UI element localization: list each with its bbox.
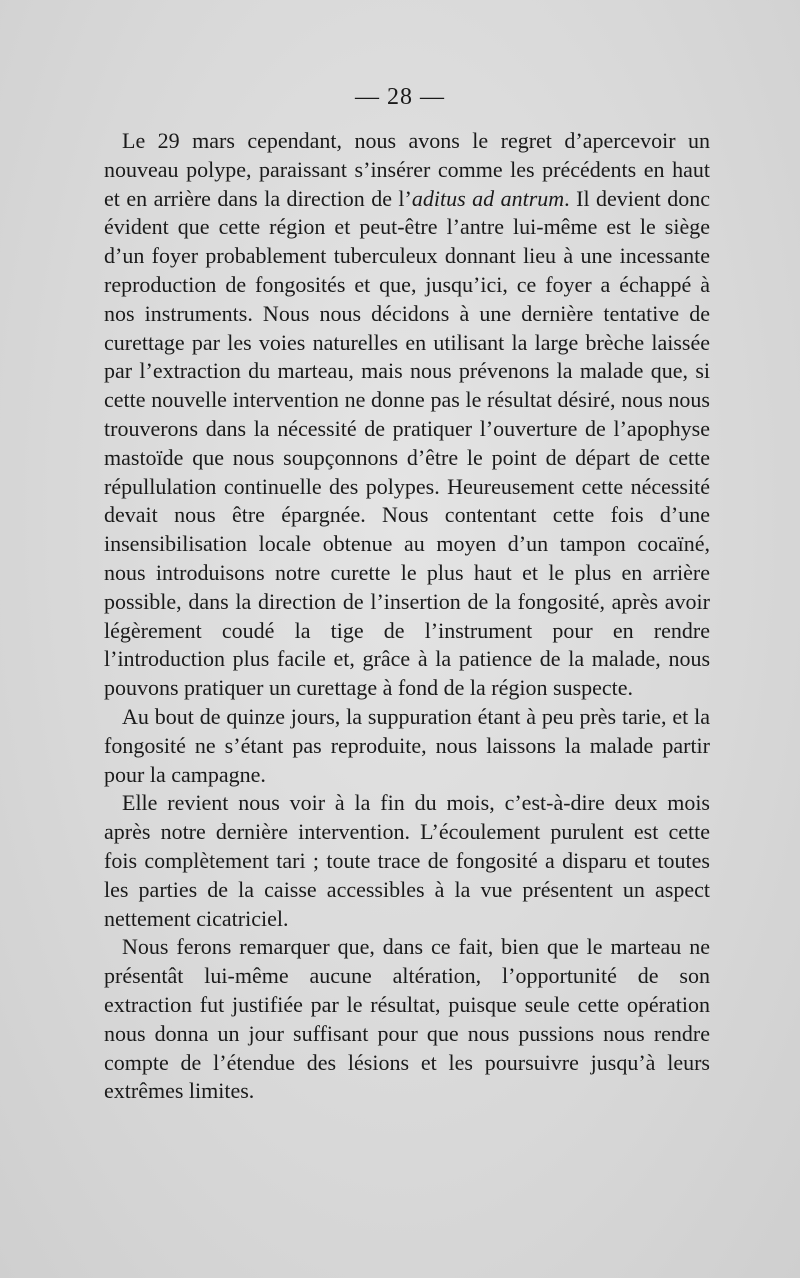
paragraph-1 bbox=[104, 127, 710, 703]
page-number: — 28 — bbox=[355, 84, 445, 110]
paragraph-3: Elle revient nous voir à la fin du mois, c’est-à-dire deux mois après notre dernière intervention. L’écoulement purulent est cette fois complètement tari ; toute trace de fongosité a disparu et toutes les parties de la caisse accessibles à la vue présentent un aspect nettement cicatriciel. bbox=[104, 790, 710, 931]
paragraph-4: Nous ferons remarquer que, dans ce fait, bien que le marteau ne présentât lui-même aucune altération, l’opportunité de son extraction fut justifiée par le résultat, puisque seule cette opération nous donna un jour suffisant pour que nous pussions nous rendre compte de l’étendue des lésions et les poursuivre jusqu’à leurs extrêmes limites. bbox=[104, 934, 710, 1104]
paragraph-1-italic-term: aditus ad antrum bbox=[411, 185, 565, 211]
body-text bbox=[104, 127, 710, 1106]
paragraph-1-text-start: Le 29 mars cependant, nous avons le regret d’apercevoir un nouveau polype, paraissant s’insérer comme les précédents en haut et en arrière dans la direction de l’ bbox=[104, 128, 710, 211]
paragraph-2: Au bout de quinze jours, la suppuration étant à peu près tarie, et la fongosité ne s’étant pas reproduite, nous laissons la malade partir pour la campagne. bbox=[104, 703, 710, 787]
paragraph-1-text-end: . Il devient donc évident que cette région et peut-être l’antre lui-même est le siège d’un foyer probablement tuberculeux donnant lieu à une incessante reproduction de fongosités et que, jusqu’ici, ce foyer a échappé à nos instruments. Nous nous décidons à une dernière tentative de curettage par les voies naturelles en utilisant la large brèche laissée par l’extraction du marteau, mais nous prévenons la malade que, si cette nouvelle intervention ne donne pas le résultat désiré, nous nous trouverons dans la nécessité de pratiquer l’ouverture de l’apophyse mastoïde que nous soupçonnons d’être le point de départ de cette répullulation continuelle des polypes. Heureusement cette nécessité devait nous être épargnée. Nous contentant cette fois d’une insensibilisation locale obtenue au moyen d’un tampon cocaïné, nous introduisons notre curette le plus haut et le plus en arrière possible, dans la direction de l’insertion de la fongosité, après avoir légèrement coudé la tige de l’instrument pour en rendre l’introduction plus facile et, grâce à la patience de la malade, nous pouvons pratiquer un curettage à fond de la région suspecte. bbox=[104, 185, 711, 701]
